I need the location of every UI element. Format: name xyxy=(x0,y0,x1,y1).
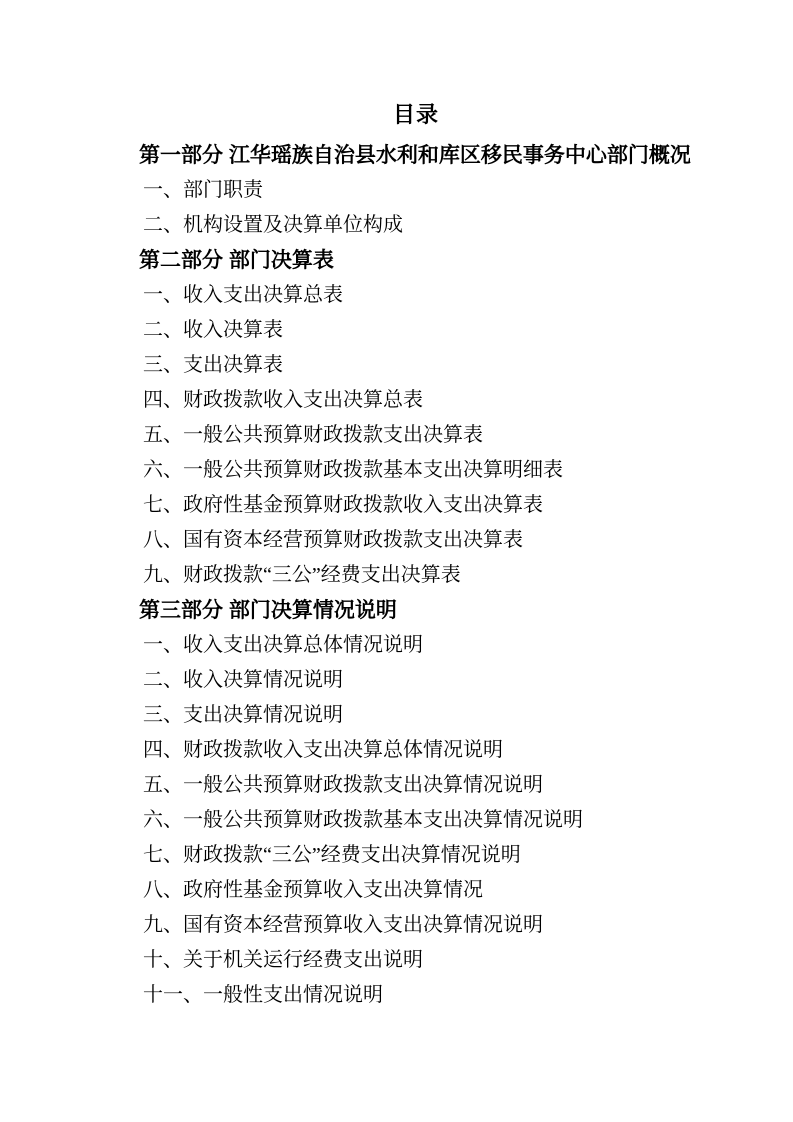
toc-item: 一、收入支出决算总表 xyxy=(143,284,343,306)
toc-item: 九、财政拨款“三公”经费支出决算表 xyxy=(143,564,461,586)
toc-item: 四、财政拨款收入支出决算总体情况说明 xyxy=(143,739,503,761)
toc-item: 三、支出决算情况说明 xyxy=(143,704,343,726)
toc-item: 七、政府性基金预算财政拨款收入支出决算表 xyxy=(143,494,543,516)
section-heading-part2: 第二部分 部门决算表 xyxy=(139,249,334,272)
toc-item: 四、财政拨款收入支出决算总表 xyxy=(143,389,423,411)
toc-item: 八、国有资本经营预算财政拨款支出决算表 xyxy=(143,529,523,551)
section-heading-part1: 第一部分 江华瑶族自治县水利和库区移民事务中心部门概况 xyxy=(139,144,691,167)
toc-item: 八、政府性基金预算收入支出决算情况 xyxy=(143,879,483,901)
toc-item: 六、一般公共预算财政拨款基本支出决算情况说明 xyxy=(143,809,583,831)
toc-item: 一、部门职责 xyxy=(143,179,263,201)
section-heading-part3: 第三部分 部门决算情况说明 xyxy=(139,599,397,622)
toc-item: 六、一般公共预算财政拨款基本支出决算明细表 xyxy=(143,459,563,481)
document-title: 目录 xyxy=(392,102,439,127)
toc-item: 九、国有资本经营预算收入支出决算情况说明 xyxy=(143,914,543,936)
toc-item: 一、收入支出决算总体情况说明 xyxy=(143,634,423,656)
toc-item: 二、机构设置及决算单位构成 xyxy=(143,214,403,236)
toc-item: 十、关于机关运行经费支出说明 xyxy=(143,949,423,971)
toc-item: 十一、一般性支出情况说明 xyxy=(143,984,383,1006)
toc-item: 七、财政拨款“三公”经费支出决算情况说明 xyxy=(143,844,521,866)
toc-item: 二、收入决算表 xyxy=(143,319,283,341)
toc-item: 二、收入决算情况说明 xyxy=(143,669,343,691)
toc-item: 五、一般公共预算财政拨款支出决算表 xyxy=(143,424,483,446)
toc-item: 五、一般公共预算财政拨款支出决算情况说明 xyxy=(143,774,543,796)
toc-item: 三、支出决算表 xyxy=(143,354,283,376)
